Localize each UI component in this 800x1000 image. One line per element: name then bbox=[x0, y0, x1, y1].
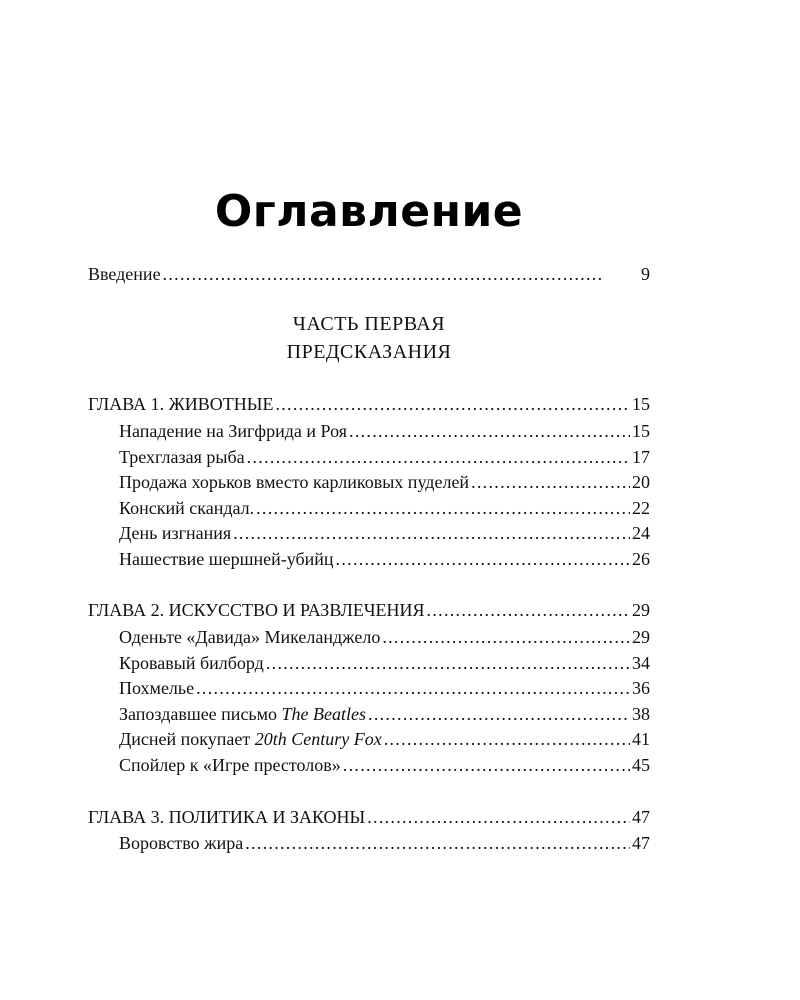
dot-leader bbox=[349, 420, 630, 442]
toc-entry[interactable] bbox=[119, 522, 650, 544]
toc-page-number: 20 bbox=[632, 472, 650, 492]
toc-page-number: 29 bbox=[632, 600, 650, 620]
toc-entry-label: Оденьте «Давида» Микеланджело bbox=[119, 627, 381, 647]
page-title: Оглавление bbox=[214, 186, 524, 237]
toc-entry[interactable] bbox=[119, 420, 650, 442]
toc-entry-label-italic: 20th Century Fox bbox=[254, 729, 382, 749]
toc-entry-label bbox=[119, 728, 382, 750]
toc-chapter-label: ГЛАВА 3. ПОЛИТИКА И ЗАКОНЫ bbox=[88, 807, 366, 827]
toc-page-number: 15 bbox=[632, 421, 650, 441]
toc-entry-label: Трехглазая рыба bbox=[119, 447, 245, 467]
toc-chapter-label: ГЛАВА 2. ИСКУССТВО И РАЗВЛЕЧЕНИЯ bbox=[88, 600, 425, 620]
toc-entry-label: Нападение на Зигфрида и Роя bbox=[119, 421, 348, 441]
toc-entry[interactable] bbox=[119, 548, 650, 570]
toc-entry[interactable] bbox=[119, 446, 650, 468]
dot-leader bbox=[275, 393, 630, 415]
dot-leader bbox=[163, 263, 639, 285]
toc-chapter-2[interactable] bbox=[88, 599, 650, 621]
toc-entry[interactable] bbox=[119, 471, 650, 493]
toc-entry[interactable] bbox=[119, 703, 650, 725]
toc-page-number: 47 bbox=[632, 833, 650, 853]
dot-leader bbox=[196, 677, 630, 699]
toc-chapter-1[interactable] bbox=[88, 393, 650, 415]
toc-entry-label: День изгнания bbox=[119, 523, 232, 543]
toc-page-number: 9 bbox=[641, 264, 650, 284]
dot-leader bbox=[382, 626, 630, 648]
dot-leader bbox=[233, 522, 630, 544]
toc-page-number: 15 bbox=[632, 394, 650, 414]
toc-chapter-label: ГЛАВА 1. ЖИВОТНЫЕ bbox=[88, 394, 274, 414]
toc-page-number: 22 bbox=[632, 498, 650, 518]
toc-page-number: 38 bbox=[632, 704, 650, 724]
toc-entry-label: Введение bbox=[88, 264, 161, 284]
toc-entry-label: Кровавый билборд bbox=[119, 653, 264, 673]
toc-page-number: 29 bbox=[632, 627, 650, 647]
toc-entry-label-italic: The Beatles bbox=[281, 704, 367, 724]
dot-leader bbox=[343, 754, 630, 776]
toc-entry-intro[interactable] bbox=[88, 263, 650, 285]
toc-entry[interactable] bbox=[119, 832, 650, 854]
toc-entry-label: Конский скандал. bbox=[119, 498, 255, 518]
toc-entry-label: Похмелье bbox=[119, 678, 195, 698]
toc-page-number: 17 bbox=[632, 447, 650, 467]
toc-page-number: 34 bbox=[632, 653, 650, 673]
toc-entry-label: Нашествие шершней-убийц bbox=[119, 549, 334, 569]
toc-entry[interactable] bbox=[119, 728, 650, 750]
dot-leader bbox=[245, 832, 630, 854]
toc-entry[interactable] bbox=[119, 754, 650, 776]
toc-entry[interactable] bbox=[119, 652, 650, 674]
toc-entry-label-text: Запоздавшее письмо bbox=[119, 704, 282, 724]
toc-entry-label-text: Дисней покупает bbox=[119, 729, 255, 749]
toc-page-number: 41 bbox=[632, 729, 650, 749]
toc-page-number: 47 bbox=[632, 807, 650, 827]
toc-entry[interactable] bbox=[119, 497, 650, 519]
toc-page-number: 36 bbox=[632, 678, 650, 698]
dot-leader bbox=[367, 806, 630, 828]
part-heading-line1: ЧАСТЬ ПЕРВАЯ bbox=[292, 313, 446, 335]
toc-entry-label: Воровство жира bbox=[119, 833, 244, 853]
dot-leader bbox=[256, 497, 630, 519]
toc-page-number: 26 bbox=[632, 549, 650, 569]
dot-leader bbox=[427, 599, 630, 621]
dot-leader bbox=[266, 652, 630, 674]
toc-entry[interactable] bbox=[119, 626, 650, 648]
toc-entry-label: Спойлер к «Игре престолов» bbox=[119, 755, 341, 775]
toc-entry-label bbox=[119, 703, 366, 725]
dot-leader bbox=[471, 471, 630, 493]
dot-leader bbox=[336, 548, 630, 570]
toc-page-number: 24 bbox=[632, 523, 650, 543]
dot-leader bbox=[247, 446, 630, 468]
part-heading-line2: ПРЕДСКАЗАНИЯ bbox=[286, 341, 452, 363]
dot-leader bbox=[384, 728, 630, 750]
dot-leader bbox=[368, 703, 630, 725]
toc-entry-label: Продажа хорьков вместо карликовых пуделей bbox=[119, 472, 470, 492]
toc-page-number: 45 bbox=[632, 755, 650, 775]
toc-chapter-3[interactable] bbox=[88, 806, 650, 828]
toc-entry[interactable] bbox=[119, 677, 650, 699]
